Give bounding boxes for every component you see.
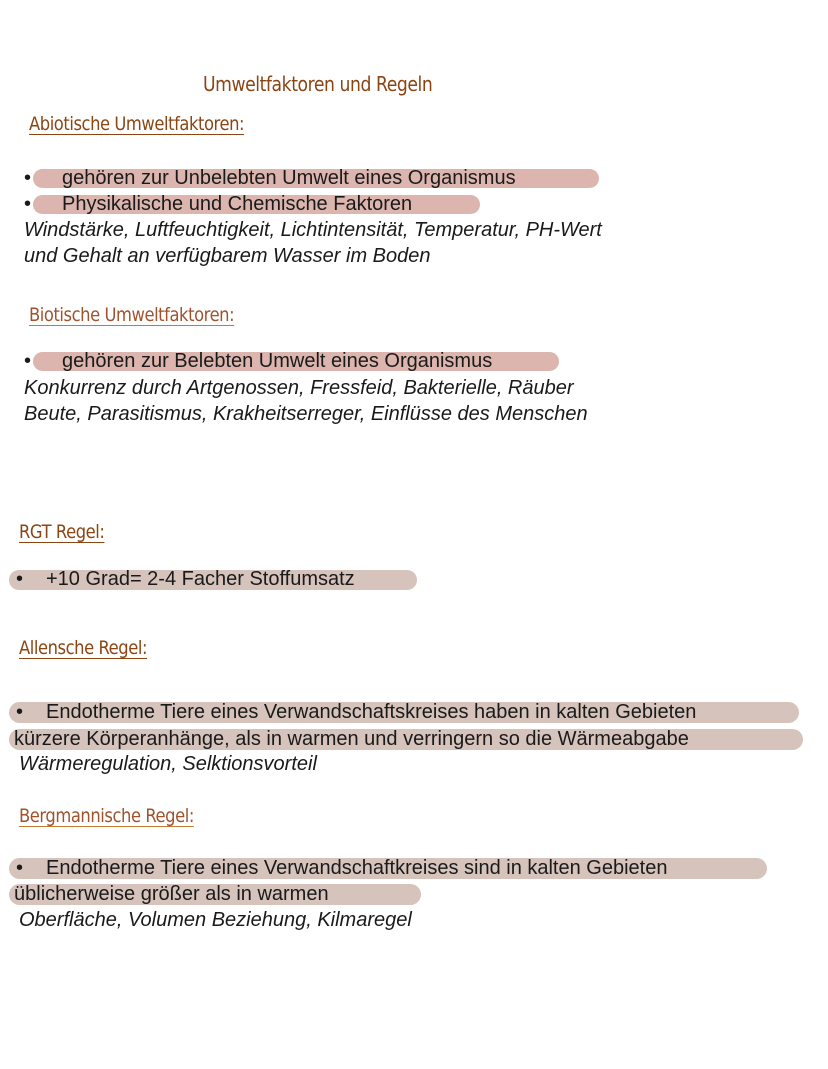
- bullet-marker: •: [16, 568, 24, 590]
- allen-line-1: Endotherme Tiere eines Verwandschaftskreises haben in kalten Gebieten: [46, 701, 697, 723]
- abiotic-note-2: und Gehalt an verfügbarem Wasser im Boden: [24, 245, 431, 267]
- bergmann-heading: Bergmannische Regel:: [19, 805, 194, 827]
- page-title: Umweltfaktoren und Regeln: [203, 72, 433, 96]
- abiotic-bullet-2: Physikalische und Chemische Faktoren: [62, 193, 413, 215]
- bullet-marker: •: [24, 350, 32, 372]
- allen-note-1: Wärmeregulation, Selktionsvorteil: [19, 753, 317, 775]
- bullet-marker: •: [24, 167, 32, 189]
- abiotic-bullet-1: gehören zur Unbelebten Umwelt eines Organismus: [62, 167, 516, 189]
- bergmann-note-1: Oberfläche, Volumen Beziehung, Kilmaregel: [19, 909, 412, 931]
- allen-heading: Allensche Regel:: [19, 637, 148, 659]
- bergmann-line-1: Endotherme Tiere eines Verwandschaftkreises sind in kalten Gebieten: [46, 857, 668, 879]
- rgt-heading: RGT Regel:: [19, 521, 105, 543]
- biotic-heading: Biotische Umweltfaktoren:: [29, 304, 235, 326]
- bullet-marker: •: [16, 701, 24, 723]
- abiotic-heading: Abiotische Umweltfaktoren:: [29, 113, 245, 135]
- biotic-bullet-1: gehören zur Belebten Umwelt eines Organismus: [62, 350, 493, 372]
- bergmann-line-2: üblicherweise größer als in warmen: [14, 883, 329, 905]
- biotic-note-2: Beute, Parasitismus, Krakheitserreger, Einflüsse des Menschen: [24, 403, 588, 425]
- bullet-marker: •: [16, 857, 24, 879]
- rgt-bullet-1: +10 Grad= 2-4 Facher Stoffumsatz: [46, 568, 355, 590]
- biotic-note-1: Konkurrenz durch Artgenossen, Fressfeid, Bakterielle, Räuber: [24, 377, 574, 399]
- allen-line-2: kürzere Körperanhänge, als in warmen und verringern so die Wärmeabgabe: [14, 728, 689, 750]
- bullet-marker: •: [24, 193, 32, 215]
- abiotic-note-1: Windstärke, Luftfeuchtigkeit, Lichtintensität, Temperatur, PH-Wert: [24, 219, 602, 241]
